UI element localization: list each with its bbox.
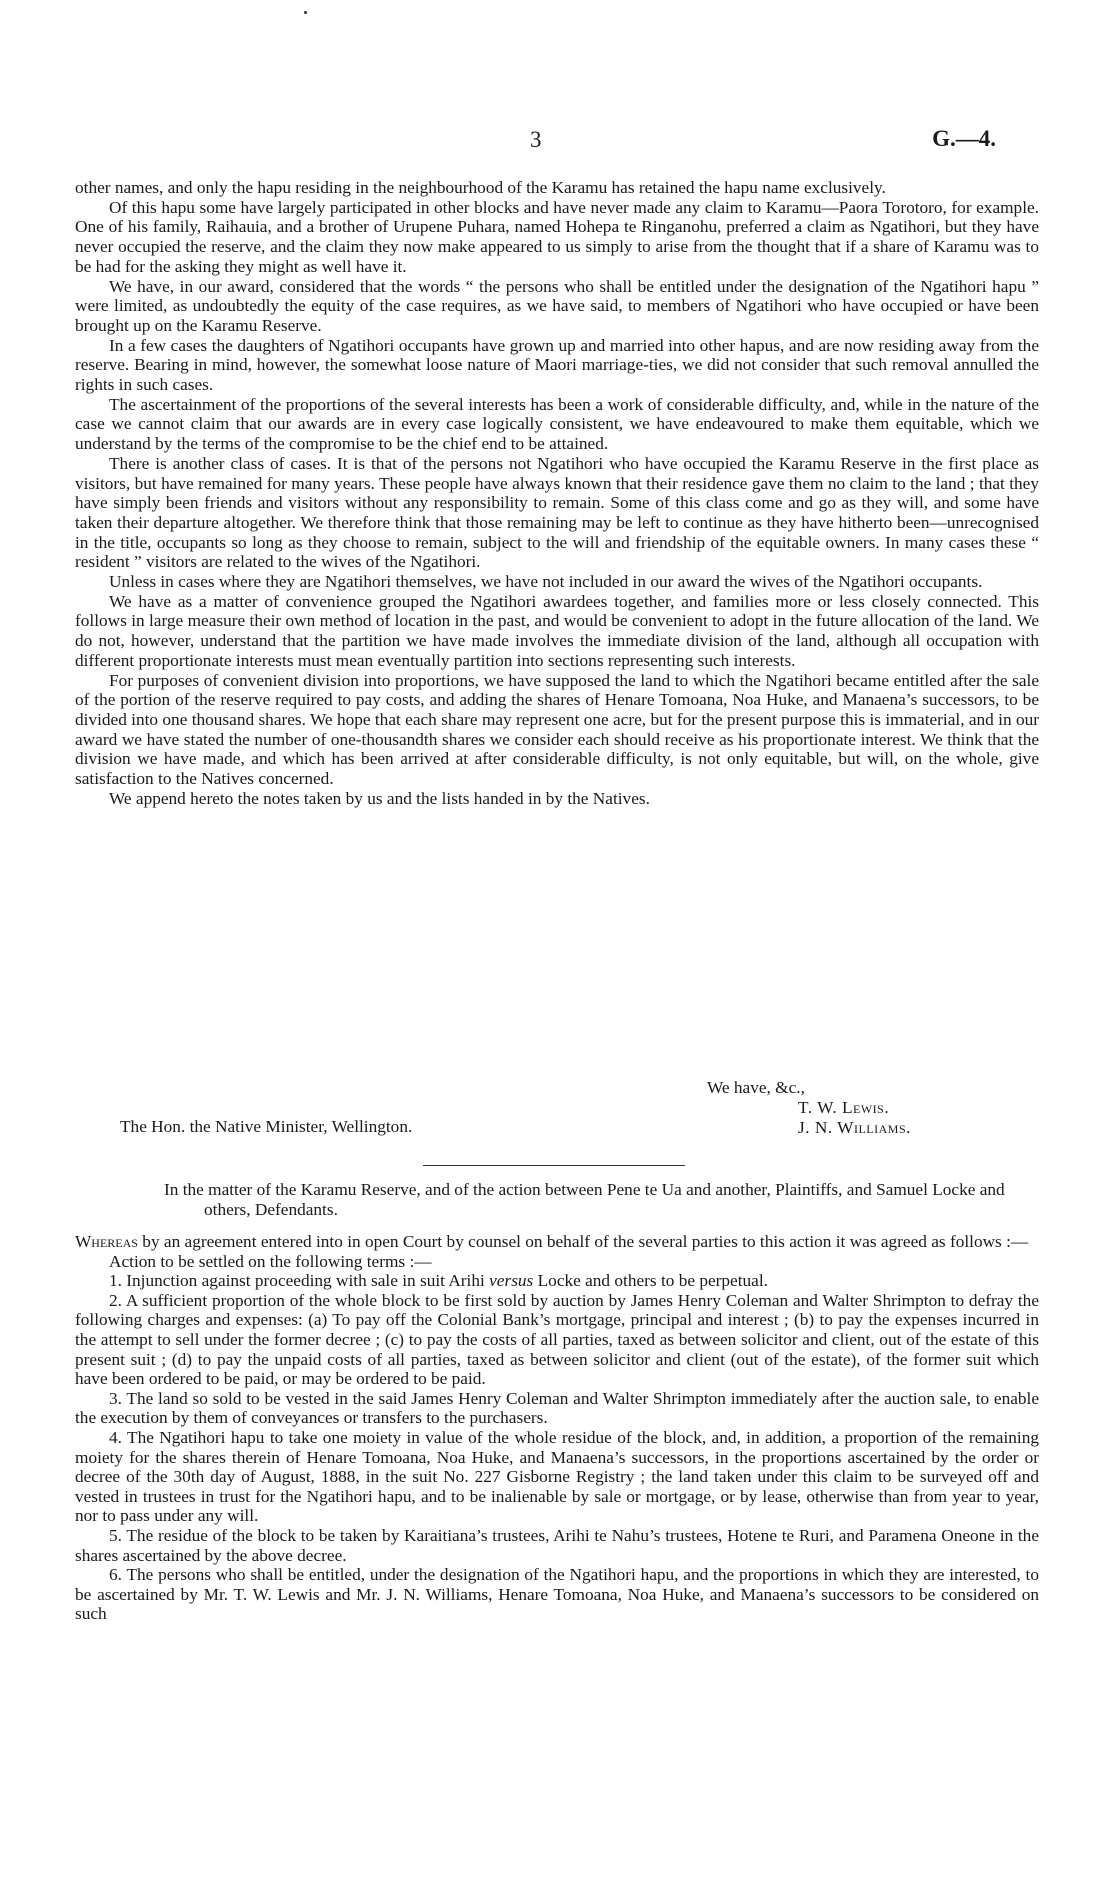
paragraph: We append hereto the notes taken by us and the lists handed in by the Natives. — [109, 788, 650, 808]
term-6: 6. The persons who shall be entitled, under the designation of the Ngatihori hapu, and the proportions in which they are interested, to be ascertained by Mr. T. W. Lewis and Mr. J. N. Williams, Henare Tomoana, Noa Huke, and Manaena’s successors to be considered on such — [75, 1565, 1039, 1624]
print-speck — [304, 11, 307, 14]
report-body — [75, 178, 1039, 809]
signatory-lewis: T. W. Lewis. — [798, 1098, 890, 1117]
page-reference: G.—4. — [932, 126, 996, 151]
whereas-word: Whereas — [75, 1232, 138, 1251]
whereas-clause — [75, 1232, 1039, 1252]
paragraph: Unless in cases where they are Ngatihori themselves, we have not included in our award the wives of the Ngatihori occupants. — [109, 572, 983, 592]
section-heading: In the matter of the Karamu Reserve, and of the action between Pene te Ua and another, Plaintiffs, and Samuel Locke and others, Defendants. — [164, 1180, 1005, 1219]
section-divider — [423, 1165, 685, 1166]
term-4: 4. The Ngatihori hapu to take one moiety in value of the whole residue of the block, and, in addition, a proportion of the remaining moiety for the shares therein of Henare Tomoana, Noa Huke, and Manaena’s successors, in the proportions ascertained by the order or decree of the 30th day of August, 1888, in the suit No. 227 Gisborne Registry ; the land taken under this claim to be surveyed off and vested in trustees in trust for the Ngatihori hapu, and to be inalienable by sale or mortgage, or by lease, otherwise than from year to year, nor to pass under any will. — [75, 1427, 1039, 1526]
signatories — [798, 1098, 911, 1137]
paragraph: In a few cases the daughters of Ngatihori occupants have grown up and married into other hapus, and are now residing away from the reserve. Bearing in mind, however, the somewhat loose nature of Maori marriage-ties, we did not consider that such removal annulled the rights in such cases. — [75, 335, 1039, 395]
signatory-williams: J. N. Williams. — [798, 1117, 911, 1137]
paragraph: other names, and only the hapu residing in the neighbourhood of the Karamu has retained the hapu name exclusively. — [75, 178, 886, 197]
term-1-text: 1. Injunction against proceeding with sale in suit Arihi — [109, 1271, 490, 1291]
page-number: 3 — [530, 127, 542, 152]
term-1-text-end: Locke and others to be perpetual. — [533, 1271, 768, 1291]
term-2: 2. A sufficient proportion of the whole block to be first sold by auction by James Henry Coleman and Walter Shrimpton to defray the following charges and expenses: (a) To pay off the Colonial Bank’s mortgage, principal and interest ; (b) to pay the expenses incurred in the attempt to sell under the former decree ; (c) to pay the costs of all parties, taxed as between solicitor and client, out of the estate of this present suit ; (d) to pay the unpaid costs of all parties, taxed as between solicitor and client (out of the estate), of the former suit which have been ordered to be paid, or may be ordered to be paid. — [75, 1290, 1039, 1389]
terms-intro: Action to be settled on the following terms :— — [109, 1251, 432, 1271]
paragraph: For purposes of convenient division into proportions, we have supposed the land to which the Ngatihori became entitled after the sale of the portion of the reserve required to pay costs, and adding the shares of Henare Tomoana, Noa Huke, and Manaena’s successors, to be divided into one thousand shares. We hope that each share may represent one acre, but for the present purpose this is immaterial, and in our award we have stated the number of one-thousandth shares we consider each should receive as his proportionate interest. We think that the division we have made, and which has been arrived at after considerable difficulty, is not only equitable, but will, on the whole, give satisfaction to the Natives concerned. — [75, 670, 1039, 789]
addressee: The Hon. the Native Minister, Wellington. — [120, 1117, 413, 1136]
agreement-text — [75, 1232, 1039, 1624]
paragraph: The ascertainment of the proportions of the several interests has been a work of considerable difficulty, and, while in the nature of the case we cannot claim that our awards are in every case logically consistent, we have endeavoured to make them equitable, which we understand by the terms of the compromise to be the chief end to be attained. — [75, 394, 1039, 454]
closing-salutation: We have, &c., — [707, 1078, 805, 1097]
signature-block — [120, 1098, 980, 1142]
term-1 — [75, 1271, 1039, 1291]
paragraph: We have, in our award, considered that the words “ the persons who shall be entitled under the designation of the Ngatihori hapu ” were limited, as undoubtedly the equity of the case requires, as we have said, to members of Ngatihori who have occupied or have been brought up on the Karamu Reserve. — [75, 276, 1039, 335]
whereas-rest: by an agreement entered into in open Court by counsel on behalf of the several parties to this action it was agreed as follows :— — [137, 1232, 1029, 1251]
paragraph: Of this hapu some have largely participated in other blocks and have never made any claim to Karamu—Paora Torotoro, for example. One of his family, Raihauia, and a brother of Urupene Puhara, named Hohepa te Ringanohu, preferred a claim as Ngatihori, but they have never occupied the reserve, and the claim they now make appeared to us simply to arise from the thought that if a share of Karamu was to be had for the asking they might as well have it. — [75, 197, 1039, 276]
paragraph: We have as a matter of convenience grouped the Ngatihori awardees together, and families more or less closely connected. This follows in large measure their own method of location in the past, and would be convenient to adopt in the future allocation of the land. We do not, however, understand that the partition we have made involves the immediate division of the land, although all occupation with different proportionate interests must mean eventually partition into sections representing such interests. — [75, 591, 1039, 670]
term-1-versus: versus — [489, 1271, 534, 1291]
paragraph: There is another class of cases. It is that of the persons not Ngatihori who have occupied the Karamu Reserve in the first place as visitors, but have remained for many years. These people have always known that their residence gave them no claim to the land ; that they have simply been friends and visitors without any responsibility to remain. Some of this class come and go as they will, and some have taken their departure altogether. We therefore think that those remaining may be left to continue as they have hitherto been—unrecognised in the title, occupants so long as they choose to remain, subject to the will and friendship of the equitable owners. In many cases these “ resident ” visitors are related to the wives of the Ngatihori. — [75, 453, 1039, 572]
term-5: 5. The residue of the block to be taken by Karaitiana’s trustees, Arihi te Nahu’s trustees, Hotene te Ruri, and Paramena Oneone in the shares ascertained by the above decree. — [75, 1525, 1039, 1565]
term-3: 3. The land so sold to be vested in the said James Henry Coleman and Walter Shrimpton immediately after the auction sale, to enable the execution by them of conveyances or transfers to the purchasers. — [75, 1388, 1039, 1428]
